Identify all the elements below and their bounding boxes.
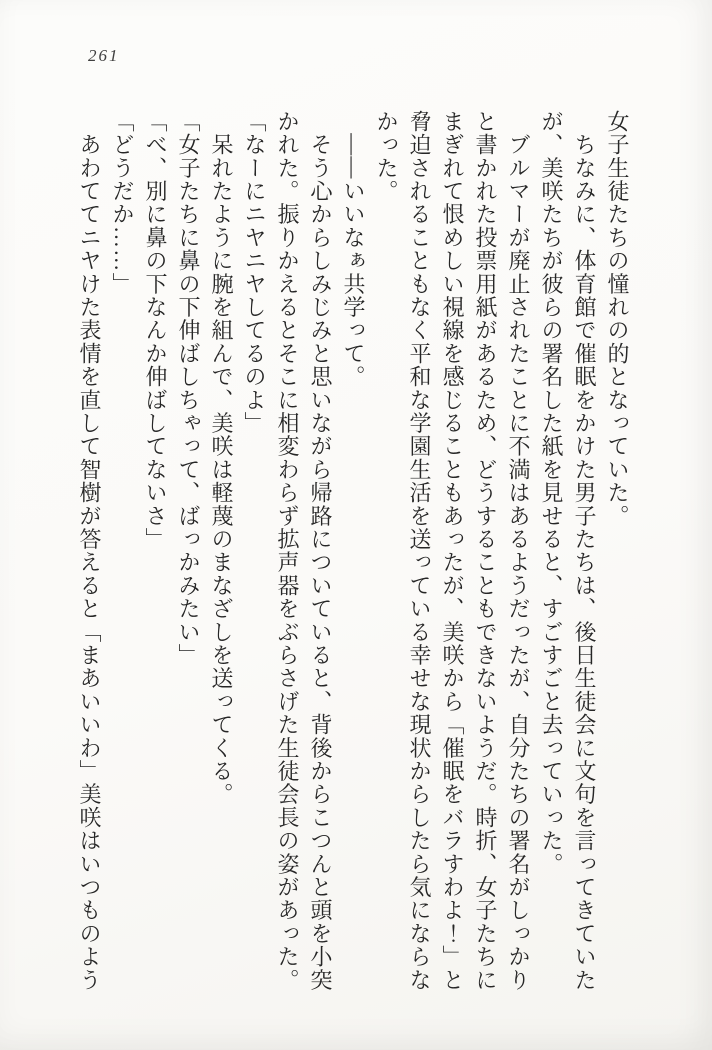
text-line: 「どうだか……」 <box>110 110 135 296</box>
text-line: 呆れたように腕を組んで、美咲は軽蔑のまなざしを送ってくる。 <box>209 110 234 806</box>
text-line: と書かれた投票用紙があるため、どうすることもできないようだ。時折、女子たちに <box>473 110 498 992</box>
page-number: 261 <box>88 46 120 65</box>
text-line: そう心からしみじみと思いながら帰路についていると、背後からこつんと頭を小突 <box>308 110 333 992</box>
text-line: かれた。振りかえるとそこに相変わらず拡声器をぶらさげた生徒会長の姿があった。 <box>275 110 300 992</box>
text-line: まぎれて恨めしい視線を感じることもあったが、美咲から「催眠をバラすわよ！」と <box>440 110 465 992</box>
text-line: 「なーにニヤニヤしてるのよ」 <box>242 110 267 435</box>
text-line: 「女子たちに鼻の下伸ばしちゃって、ばっかみたい」 <box>176 110 201 667</box>
text-line: ブルマーが廃止されたことに不満はあるようだったが、自分たちの署名がしっかり <box>506 110 531 992</box>
text-line: が、美咲たちが彼らの署名した紙を見せると、すごすごと去っていった。 <box>539 110 564 876</box>
text-line: かった。 <box>374 110 399 203</box>
text-line: 脅迫されることもなく平和な学園生活を送っている幸せな現状からしたら気にならな <box>407 110 432 992</box>
text-line: 女子生徒たちの憧れの的となっていた。 <box>605 110 630 528</box>
text-block <box>73 110 634 996</box>
text-line: 「べ、別に鼻の下なんか伸ばしてないさ」 <box>143 110 168 551</box>
text-line: あわててニヤけた表情を直して智樹が答えると「まあいいわ」美咲はいつものよう <box>77 110 102 992</box>
text-line: ちなみに、体育館で催眠をかけた男子たちは、後日生徒会に文句を言ってきていた <box>572 110 597 992</box>
text-line: ——いいなぁ共学って。 <box>341 110 366 389</box>
